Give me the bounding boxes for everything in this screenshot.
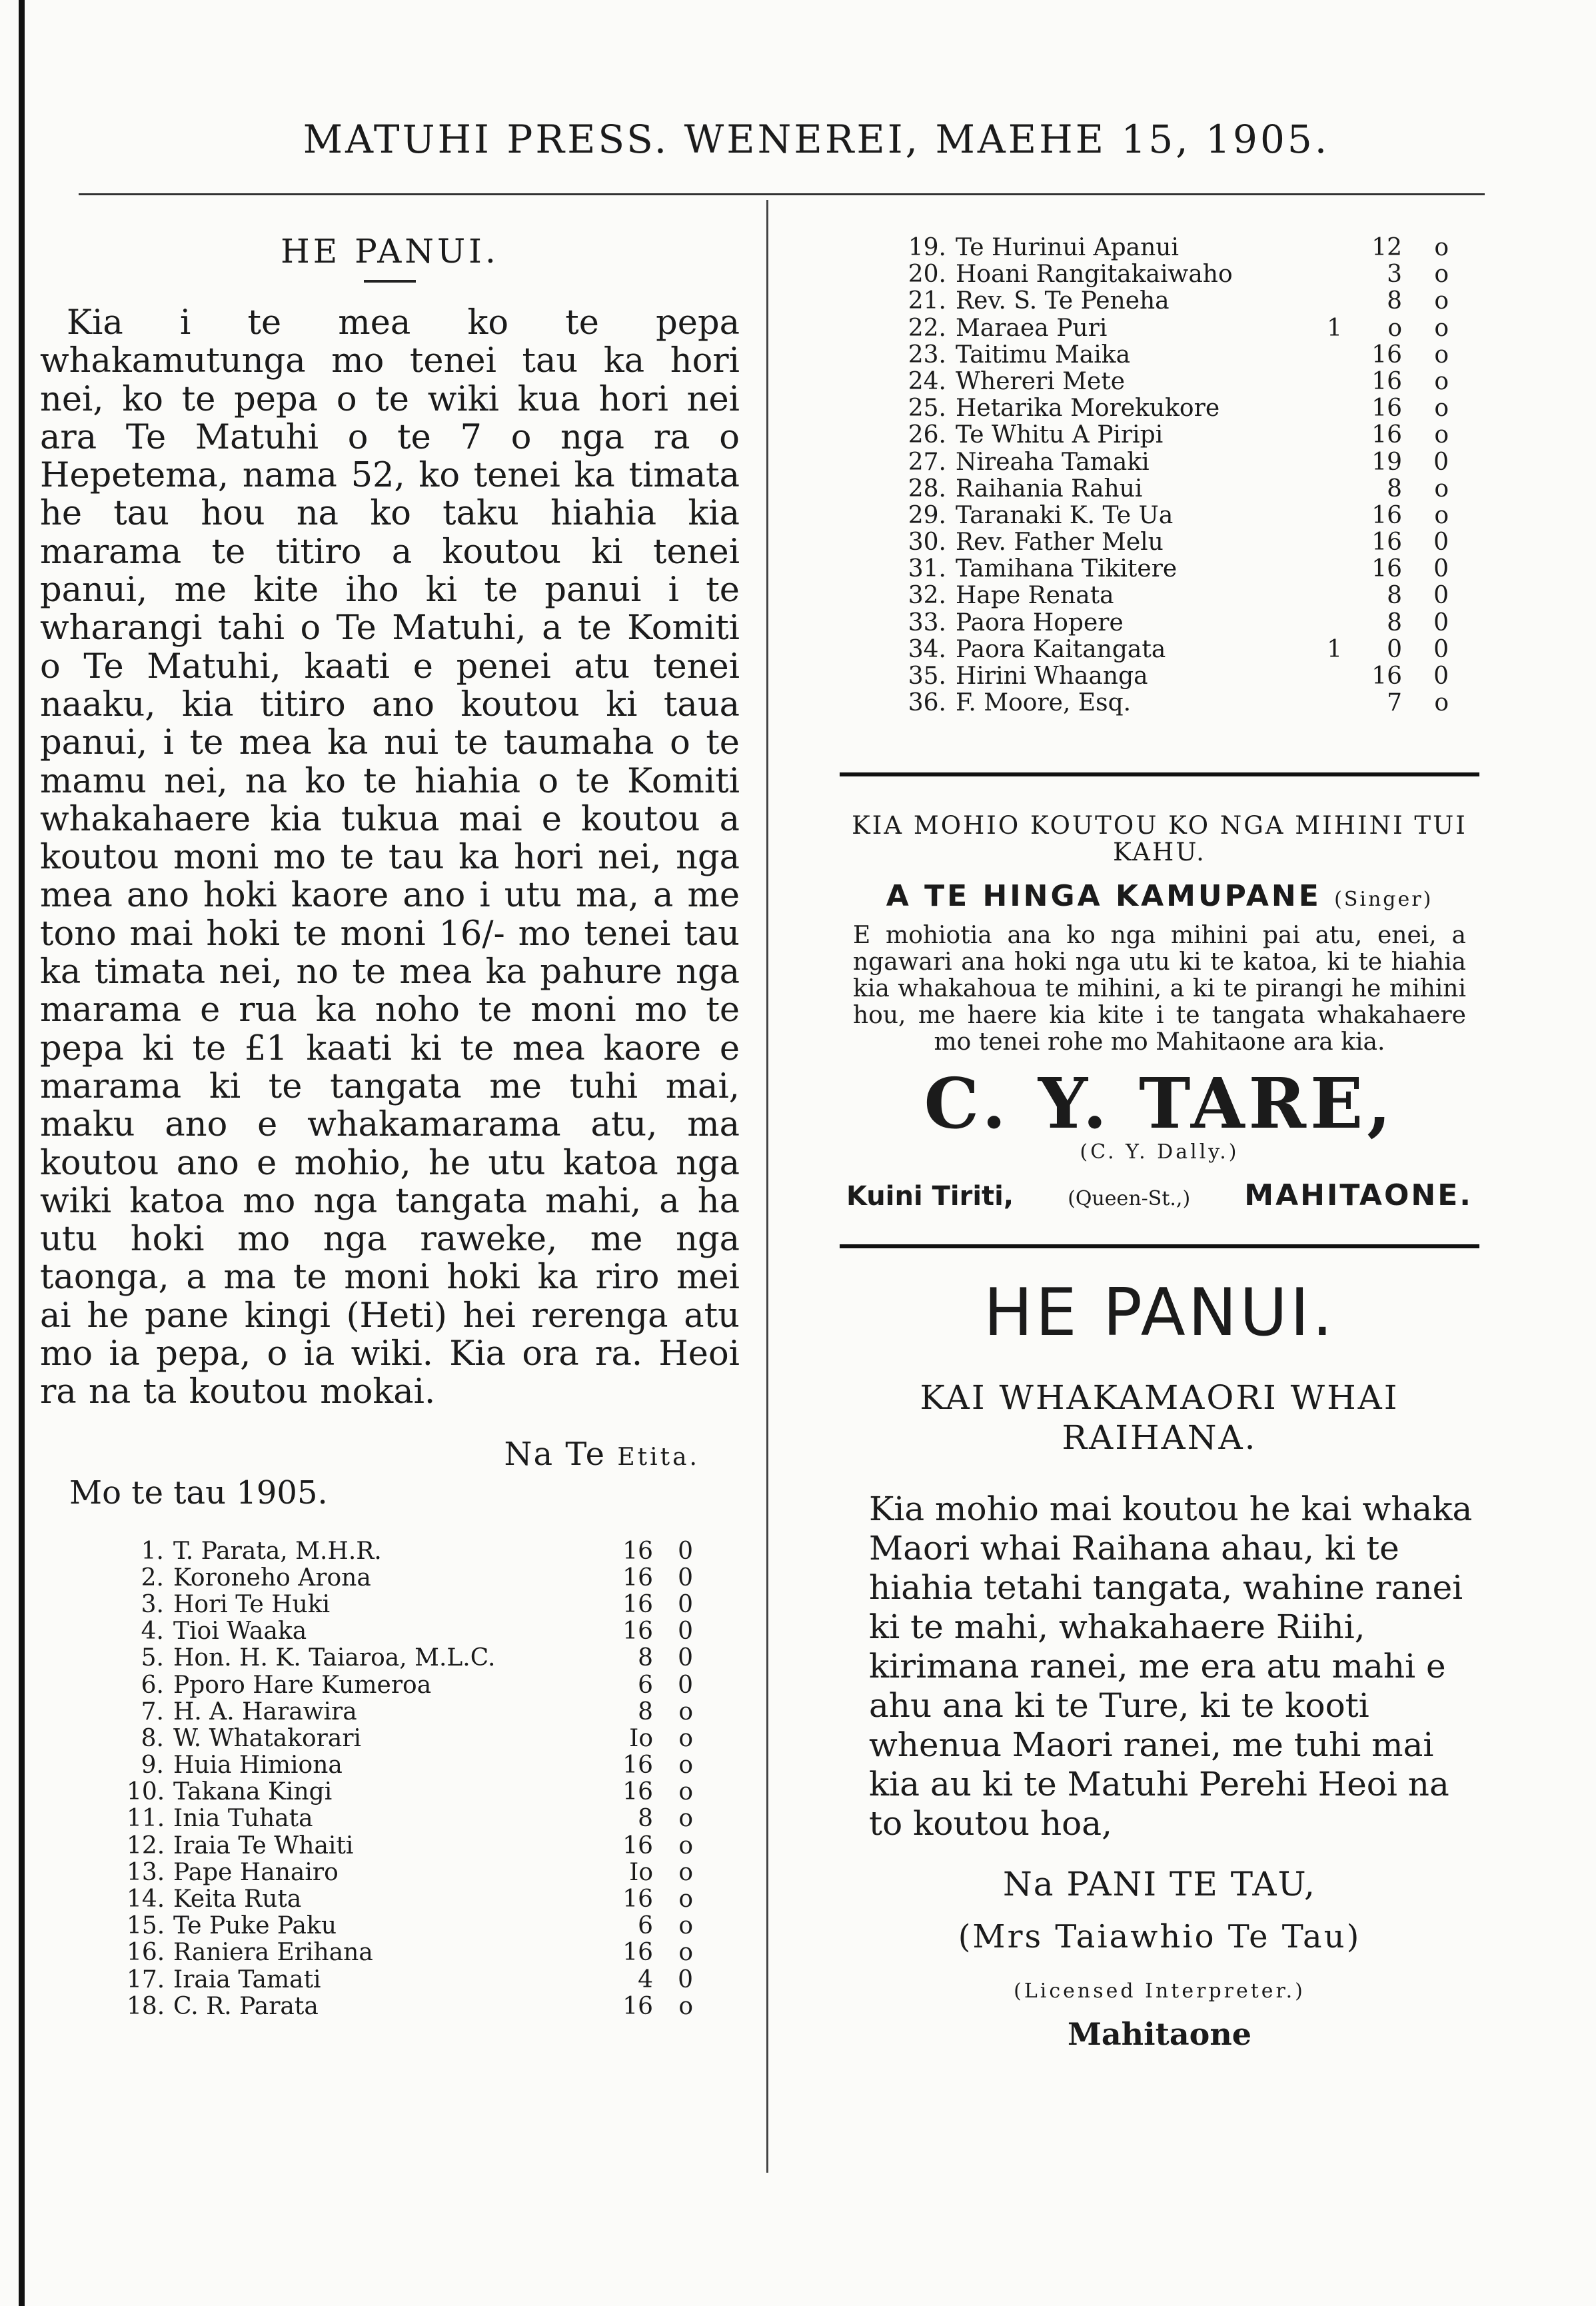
subscriber-number: 6. <box>141 1671 164 1699</box>
subscriber-shillings: 12 <box>1371 234 1402 261</box>
subscriber-number: 7. <box>141 1698 164 1726</box>
subscriber-shillings: 16 <box>622 1992 653 2020</box>
subscriber-number: 36. <box>908 689 946 717</box>
subscriber-name: Hon. H. K. Taiaroa, M.L.C. <box>173 1644 496 1672</box>
subscriber-pence: 0 <box>678 1590 693 1618</box>
interpreter-advertisement <box>840 1275 1479 2052</box>
subscriber-shillings: Io <box>629 1724 653 1752</box>
column-divider <box>766 200 768 2173</box>
subscriber-name: Takana Kingi <box>173 1778 333 1806</box>
subscriber-row <box>40 1859 740 1886</box>
subscriber-name: Rev. Father Melu <box>956 529 1164 557</box>
agent-name: C. Y. TARE, <box>924 1062 1395 1145</box>
subscriber-pounds <box>1315 288 1342 315</box>
interpreter-person: (Mrs Taiawhio Te Tau) <box>958 1918 1361 1956</box>
subscriber-number: 2. <box>141 1564 164 1592</box>
agent-town: MAHITAONE. <box>1244 1178 1473 1213</box>
subscriber-row <box>40 1538 740 1565</box>
subscriber-row <box>40 1913 740 1939</box>
subscriber-row <box>40 1645 740 1672</box>
subscriber-number: 8. <box>141 1724 164 1752</box>
subscriber-pence: 0 <box>678 1671 693 1699</box>
subscriber-number: 20. <box>908 261 946 289</box>
subscriber-shillings: 8 <box>638 1698 653 1726</box>
subscription-list-left <box>40 1538 740 2020</box>
subscriber-number: 10. <box>127 1778 165 1806</box>
subscriber-row <box>800 422 1506 449</box>
subscriber-number: 11. <box>127 1805 165 1833</box>
subscriber-shillings: 0 <box>1387 635 1402 663</box>
subscriber-shillings: 4 <box>638 1965 653 1993</box>
subscriber-shillings: 8 <box>1387 287 1402 315</box>
subscriber-row <box>40 1699 740 1726</box>
signoff-name: Etita. <box>617 1443 700 1471</box>
subscriber-name: Hirini Whaanga <box>956 662 1148 690</box>
subscriber-pence: 0 <box>1433 662 1449 690</box>
subscriber-shillings: 16 <box>622 1778 653 1806</box>
subscriber-name: Hoani Rangitakaiwaho <box>956 261 1233 289</box>
subscriber-pence: o <box>678 1992 693 2020</box>
subscriber-name: Iraia Te Whaiti <box>173 1831 354 1859</box>
subscriber-shillings: 6 <box>638 1912 653 1940</box>
subscriber-pounds <box>1315 556 1342 582</box>
subscriber-pounds <box>1315 422 1342 449</box>
singer-body: E mohiotia ana ko nga mihini pai atu, enei, a ngawari ana hoki nga utu ki te katoa, ki te hiahia kia whakahoua te mihini, a ki te pirangi he mihini hou, me haere kia kite i te tangata whakahaere mo tenei rohe mo Mahitaone ara kia. <box>853 922 1466 1056</box>
subscriber-row <box>40 1993 740 2020</box>
singer-brand-paren: (Singer) <box>1334 888 1433 912</box>
subscriber-pence: 0 <box>1433 448 1449 476</box>
subscriber-row <box>800 476 1506 503</box>
subscriber-row <box>40 1833 740 1859</box>
subscriber-pounds <box>1315 235 1342 261</box>
subscriber-name: Maraea Puri <box>956 314 1108 342</box>
subscriber-name: Nireaha Tamaki <box>956 448 1150 476</box>
subscriber-shillings: 16 <box>1371 529 1402 557</box>
subscriber-shillings: 16 <box>1371 421 1402 449</box>
subscriber-row <box>40 1805 740 1832</box>
signoff-prefix: Na Te <box>504 1435 606 1473</box>
interpreter-licensed: (Licensed Interpreter.) <box>1014 1979 1305 2003</box>
subscriber-row <box>40 1618 740 1645</box>
subscriber-name: Raniera Erihana <box>173 1939 373 1967</box>
subscriber-name: Whereri Mete <box>956 367 1126 395</box>
subscriber-pence: o <box>1434 261 1449 289</box>
subscriber-shillings: 16 <box>1371 501 1402 529</box>
masthead: MATUHI PRESS. WENEREI, MAEHE 15, 1905. <box>303 117 1330 162</box>
subscriber-shillings: 8 <box>1387 582 1402 610</box>
subscriber-row <box>800 503 1506 529</box>
subscriber-pounds <box>1315 369 1342 395</box>
subscriber-number: 13. <box>127 1858 165 1886</box>
subscriber-row <box>40 1726 740 1752</box>
subscriber-number: 5. <box>141 1644 164 1672</box>
subscriber-pence: o <box>1434 367 1449 395</box>
subscriber-name: Raihania Rahui <box>956 475 1143 503</box>
subscriber-name: T. Parata, M.H.R. <box>173 1537 382 1565</box>
subscriber-row <box>800 690 1506 716</box>
subscriber-row <box>800 288 1506 315</box>
subscriber-number: 27. <box>908 448 946 476</box>
agent-address <box>840 1178 1479 1212</box>
subscriber-row <box>800 449 1506 476</box>
subscriber-row <box>40 1672 740 1699</box>
subscriber-pence: o <box>678 1751 693 1779</box>
subscriber-pence: 0 <box>678 1965 693 1993</box>
page-edge-bar <box>19 0 25 2306</box>
singer-advertisement <box>840 812 1479 1212</box>
subscriber-name: Paora Kaitangata <box>956 635 1166 663</box>
subscriber-number: 23. <box>908 341 946 369</box>
subscriber-name: Te Hurinui Apanui <box>956 234 1179 261</box>
subscriber-row <box>40 1939 740 1966</box>
subscriber-shillings: 16 <box>622 1939 653 1967</box>
subscriber-name: Keita Ruta <box>173 1885 302 1913</box>
subscriber-name: Paora Hopere <box>956 608 1124 636</box>
subscriber-row <box>800 395 1506 422</box>
subscriber-pence: o <box>1434 421 1449 449</box>
subscriber-number: 19. <box>908 234 946 261</box>
subscriber-shillings: 16 <box>1371 341 1402 369</box>
subscriber-number: 14. <box>127 1885 165 1913</box>
notice-signoff <box>40 1436 740 1473</box>
right-column <box>800 200 1506 2052</box>
subscriber-shillings: 16 <box>622 1885 653 1913</box>
subscriber-pence: o <box>1434 501 1449 529</box>
subscriber-number: 26. <box>908 421 946 449</box>
subscriber-row <box>800 663 1506 690</box>
subscriber-number: 1. <box>141 1537 164 1565</box>
subscriber-row <box>800 582 1506 609</box>
subscriber-number: 32. <box>908 582 946 610</box>
subscriber-name: Hape Renata <box>956 582 1114 610</box>
subscriber-number: 33. <box>908 608 946 636</box>
agent-name-english: (C. Y. Dally.) <box>1080 1140 1239 1164</box>
subscriber-name: Pporo Hare Kumeroa <box>173 1671 432 1699</box>
subscriber-pence: o <box>1434 689 1449 717</box>
subscriber-number: 17. <box>127 1965 165 1993</box>
subscriber-row <box>800 261 1506 288</box>
subscriber-pence: o <box>678 1939 693 1967</box>
subscriber-name: Koroneho Arona <box>173 1564 371 1592</box>
subscriber-pence: 0 <box>1433 608 1449 636</box>
interpreter-name: Na PANI TE TAU, <box>1003 1865 1316 1904</box>
subscriber-pounds <box>1315 261 1342 288</box>
subscriber-number: 35. <box>908 662 946 690</box>
subscriber-name: Hori Te Huki <box>173 1590 331 1618</box>
ad-divider-2 <box>840 1244 1479 1248</box>
subscriber-pence: o <box>1434 395 1449 423</box>
subscriber-shillings: 16 <box>622 1831 653 1859</box>
singer-heading: KIA MOHIO KOUTOU KO NGA MIHINI TUI KAHU. <box>852 811 1467 867</box>
subscriber-shillings: 16 <box>622 1537 653 1565</box>
agent-street: Kuini Tiriti, <box>846 1181 1014 1212</box>
masthead-rule <box>79 193 1485 195</box>
subscriber-shillings: 7 <box>1387 689 1402 717</box>
subscriber-number: 24. <box>908 367 946 395</box>
subscriber-name: H. A. Harawira <box>173 1698 357 1726</box>
subscriber-name: Te Whitu A Piripi <box>956 421 1164 449</box>
subscriber-pounds <box>1315 582 1342 609</box>
subscriber-row <box>800 556 1506 582</box>
subscriber-name: Taranaki K. Te Ua <box>956 501 1174 529</box>
subscriber-row <box>40 1565 740 1592</box>
interpreter-town: Mahitaone <box>1067 2016 1252 2053</box>
subscriber-number: 9. <box>141 1751 164 1779</box>
subscriber-pence: 0 <box>1433 529 1449 557</box>
subscriber-number: 30. <box>908 529 946 557</box>
subscriber-name: Hetarika Morekukore <box>956 395 1220 423</box>
subscriber-pounds <box>1315 529 1342 556</box>
subscriber-pounds: 1 <box>1327 314 1342 342</box>
subscriber-row <box>800 636 1506 663</box>
subscriber-pence: 0 <box>1433 582 1449 610</box>
subscriber-pounds <box>1315 663 1342 690</box>
subscriber-shillings: 16 <box>622 1590 653 1618</box>
subscriber-shillings: 16 <box>622 1564 653 1592</box>
subscriber-row <box>40 1592 740 1618</box>
subscriber-pence: o <box>1434 314 1449 342</box>
subscriber-shillings: 16 <box>622 1751 653 1779</box>
interpreter-title: HE PANUI. <box>984 1275 1335 1352</box>
subscriber-number: 4. <box>141 1618 164 1646</box>
subscriber-row <box>40 1886 740 1913</box>
subscriber-shillings: 19 <box>1371 448 1402 476</box>
subscriber-number: 25. <box>908 395 946 423</box>
subscriber-shillings: 16 <box>1371 367 1402 395</box>
subscriber-pence: 0 <box>1433 635 1449 663</box>
subscriber-pence: o <box>678 1858 693 1886</box>
subscription-list-right <box>800 235 1506 716</box>
ad-divider-1 <box>840 772 1479 776</box>
subscriber-pence: o <box>1434 341 1449 369</box>
subscriber-number: 31. <box>908 555 946 583</box>
agent-street-english: (Queen-St.,) <box>1068 1187 1191 1211</box>
subscriber-pence: 0 <box>678 1618 693 1646</box>
subscriber-name: W. Whatakorari <box>173 1724 362 1752</box>
subscriber-shillings: Io <box>629 1858 653 1886</box>
interpreter-body: Kia mohio mai koutou he kai whaka Maori whai Raihana ahau, ki te hiahia tetahi tangata, wahine ranei ki te mahi, whakahaere Riihi, kirimana ranei, me era atu mahi e ahu ana ki te Ture, ki te kooti whenua Maori ranei, me tuhi mai kia au ki te Matuhi Perehi Heoi na to koutou hoa, <box>869 1490 1473 1843</box>
subscriber-row <box>40 1752 740 1779</box>
subscriber-pence: o <box>678 1912 693 1940</box>
subscriber-row <box>800 342 1506 369</box>
subscriber-shillings: 8 <box>638 1644 653 1672</box>
subscriber-pounds <box>1315 449 1342 476</box>
subscriber-name: Tioi Waaka <box>173 1618 307 1646</box>
subscriber-pence: o <box>678 1724 693 1752</box>
subscriber-shillings: o <box>1387 314 1402 342</box>
subscriber-row <box>40 1967 740 1993</box>
subscriber-row <box>800 315 1506 342</box>
subscriber-pence: o <box>678 1885 693 1913</box>
subscriber-shillings: 8 <box>1387 608 1402 636</box>
subscriber-name: Te Puke Paku <box>173 1912 337 1940</box>
subscriber-row <box>800 235 1506 261</box>
subscriber-pence: 0 <box>678 1644 693 1672</box>
notice-body: Kia i te mea ko te pepa whakamutunga mo tenei tau ka hori nei, ko te pepa o te wiki kua hori nei ara Te Matuhi o te 7 o nga ra o Hepetema, nama 52, ko tenei ka timata he tau hou na ko taku hiahia kia marama te titiro a koutou ki tenei panui, me kite iho ki te panui i te wharangi tahi o Te Matuhi, a te Komiti o Te Matuhi, kaati e penei atu tenei naaku, kia titiro ano koutou ki taua panui, i te mea ka nui te taumaha o te mamu nei, na ko te hiahia o te Komiti whakahaere kia tukua mai e koutou a koutou moni mo te tau ka hori nei, nga mea ano hoki kaore ano i utu ma, a me tono mai hoki te moni 16/- mo tenei tau ka timata nei, no te mea ka pahure nga marama e rua ka noho te moni mo te pepa ki te £1 kaati ki te mea kaore e marama ki te tangata me tuhi mai, maku ano e whakamarama atu, ma koutou ano e mohio, he utu katoa nga wiki katoa mo nga tangata mahi, a ha utu hoki mo nga raweke, me nga taonga, a ma te moni hoki ka riro mei ai he pane kingi (Heti) hei rerenga atu mo ia pepa, o ia wiki. Kia ora ra. Heoi ra na ta koutou mokai. <box>40 303 740 1412</box>
subscriber-number: 29. <box>908 501 946 529</box>
subscriber-number: 15. <box>127 1912 165 1940</box>
subscriber-pounds <box>1315 342 1342 369</box>
subscriber-shillings: 16 <box>622 1618 653 1646</box>
subscriber-pence: 0 <box>1433 555 1449 583</box>
subscriber-number: 16. <box>127 1939 165 1967</box>
subscriber-name: Iraia Tamati <box>173 1965 321 1993</box>
subscriber-shillings: 8 <box>1387 475 1402 503</box>
subscriber-shillings: 16 <box>1371 555 1402 583</box>
subscriber-shillings: 6 <box>638 1671 653 1699</box>
subscriber-number: 3. <box>141 1590 164 1618</box>
subscriber-pounds <box>1315 476 1342 503</box>
subscriber-pence: o <box>678 1831 693 1859</box>
subscriber-pence: o <box>1434 234 1449 261</box>
subscriber-pounds: 1 <box>1327 635 1342 663</box>
subscriber-pounds <box>1315 503 1342 529</box>
notice-title: HE PANUI. <box>281 232 499 271</box>
left-column <box>40 200 740 2020</box>
subscriber-pence: o <box>1434 475 1449 503</box>
subscriber-pence: 0 <box>678 1537 693 1565</box>
subscriber-pence: 0 <box>678 1564 693 1592</box>
subscriber-pence: o <box>1434 287 1449 315</box>
subscriber-row <box>40 1779 740 1805</box>
subscriber-number: 22. <box>908 314 946 342</box>
subscriber-name: F. Moore, Esq. <box>956 689 1132 717</box>
subscriber-name: C. R. Parata <box>173 1992 319 2020</box>
subscriber-pounds <box>1315 395 1342 422</box>
title-rule <box>364 280 416 283</box>
subscriber-row <box>800 369 1506 395</box>
subscriber-name: Pape Hanairo <box>173 1858 339 1886</box>
subscriber-shillings: 8 <box>638 1805 653 1833</box>
singer-brand-name: A TE HINGA KAMUPANE <box>886 879 1321 914</box>
subscriber-pence: o <box>678 1698 693 1726</box>
subscriber-name: Tamihana Tikitere <box>956 555 1178 583</box>
subscriber-pounds <box>1315 690 1342 716</box>
subscriber-pence: o <box>678 1778 693 1806</box>
subscriber-row <box>800 610 1506 636</box>
subscriber-shillings: 16 <box>1371 662 1402 690</box>
subscriber-row <box>800 529 1506 556</box>
subscriber-shillings: 16 <box>1371 395 1402 423</box>
subscriber-shillings: 3 <box>1387 261 1402 289</box>
singer-brand <box>840 879 1479 913</box>
subscriber-pence: o <box>678 1805 693 1833</box>
subscriber-number: 28. <box>908 475 946 503</box>
subscriber-name: Taitimu Maika <box>956 341 1131 369</box>
subscriber-number: 18. <box>127 1992 165 2020</box>
subscriber-name: Huia Himiona <box>173 1751 343 1779</box>
subscriber-name: Rev. S. Te Peneha <box>956 287 1170 315</box>
subscriber-number: 34. <box>908 635 946 663</box>
subscription-year-label: Mo te tau 1905. <box>69 1474 328 1512</box>
subscriber-number: 12. <box>127 1831 165 1859</box>
subscriber-number: 21. <box>908 287 946 315</box>
interpreter-subtitle: KAI WHAKAMAORI WHAI RAIHANA. <box>920 1378 1399 1458</box>
subscriber-name: Inia Tuhata <box>173 1805 313 1833</box>
subscriber-pounds <box>1315 610 1342 636</box>
